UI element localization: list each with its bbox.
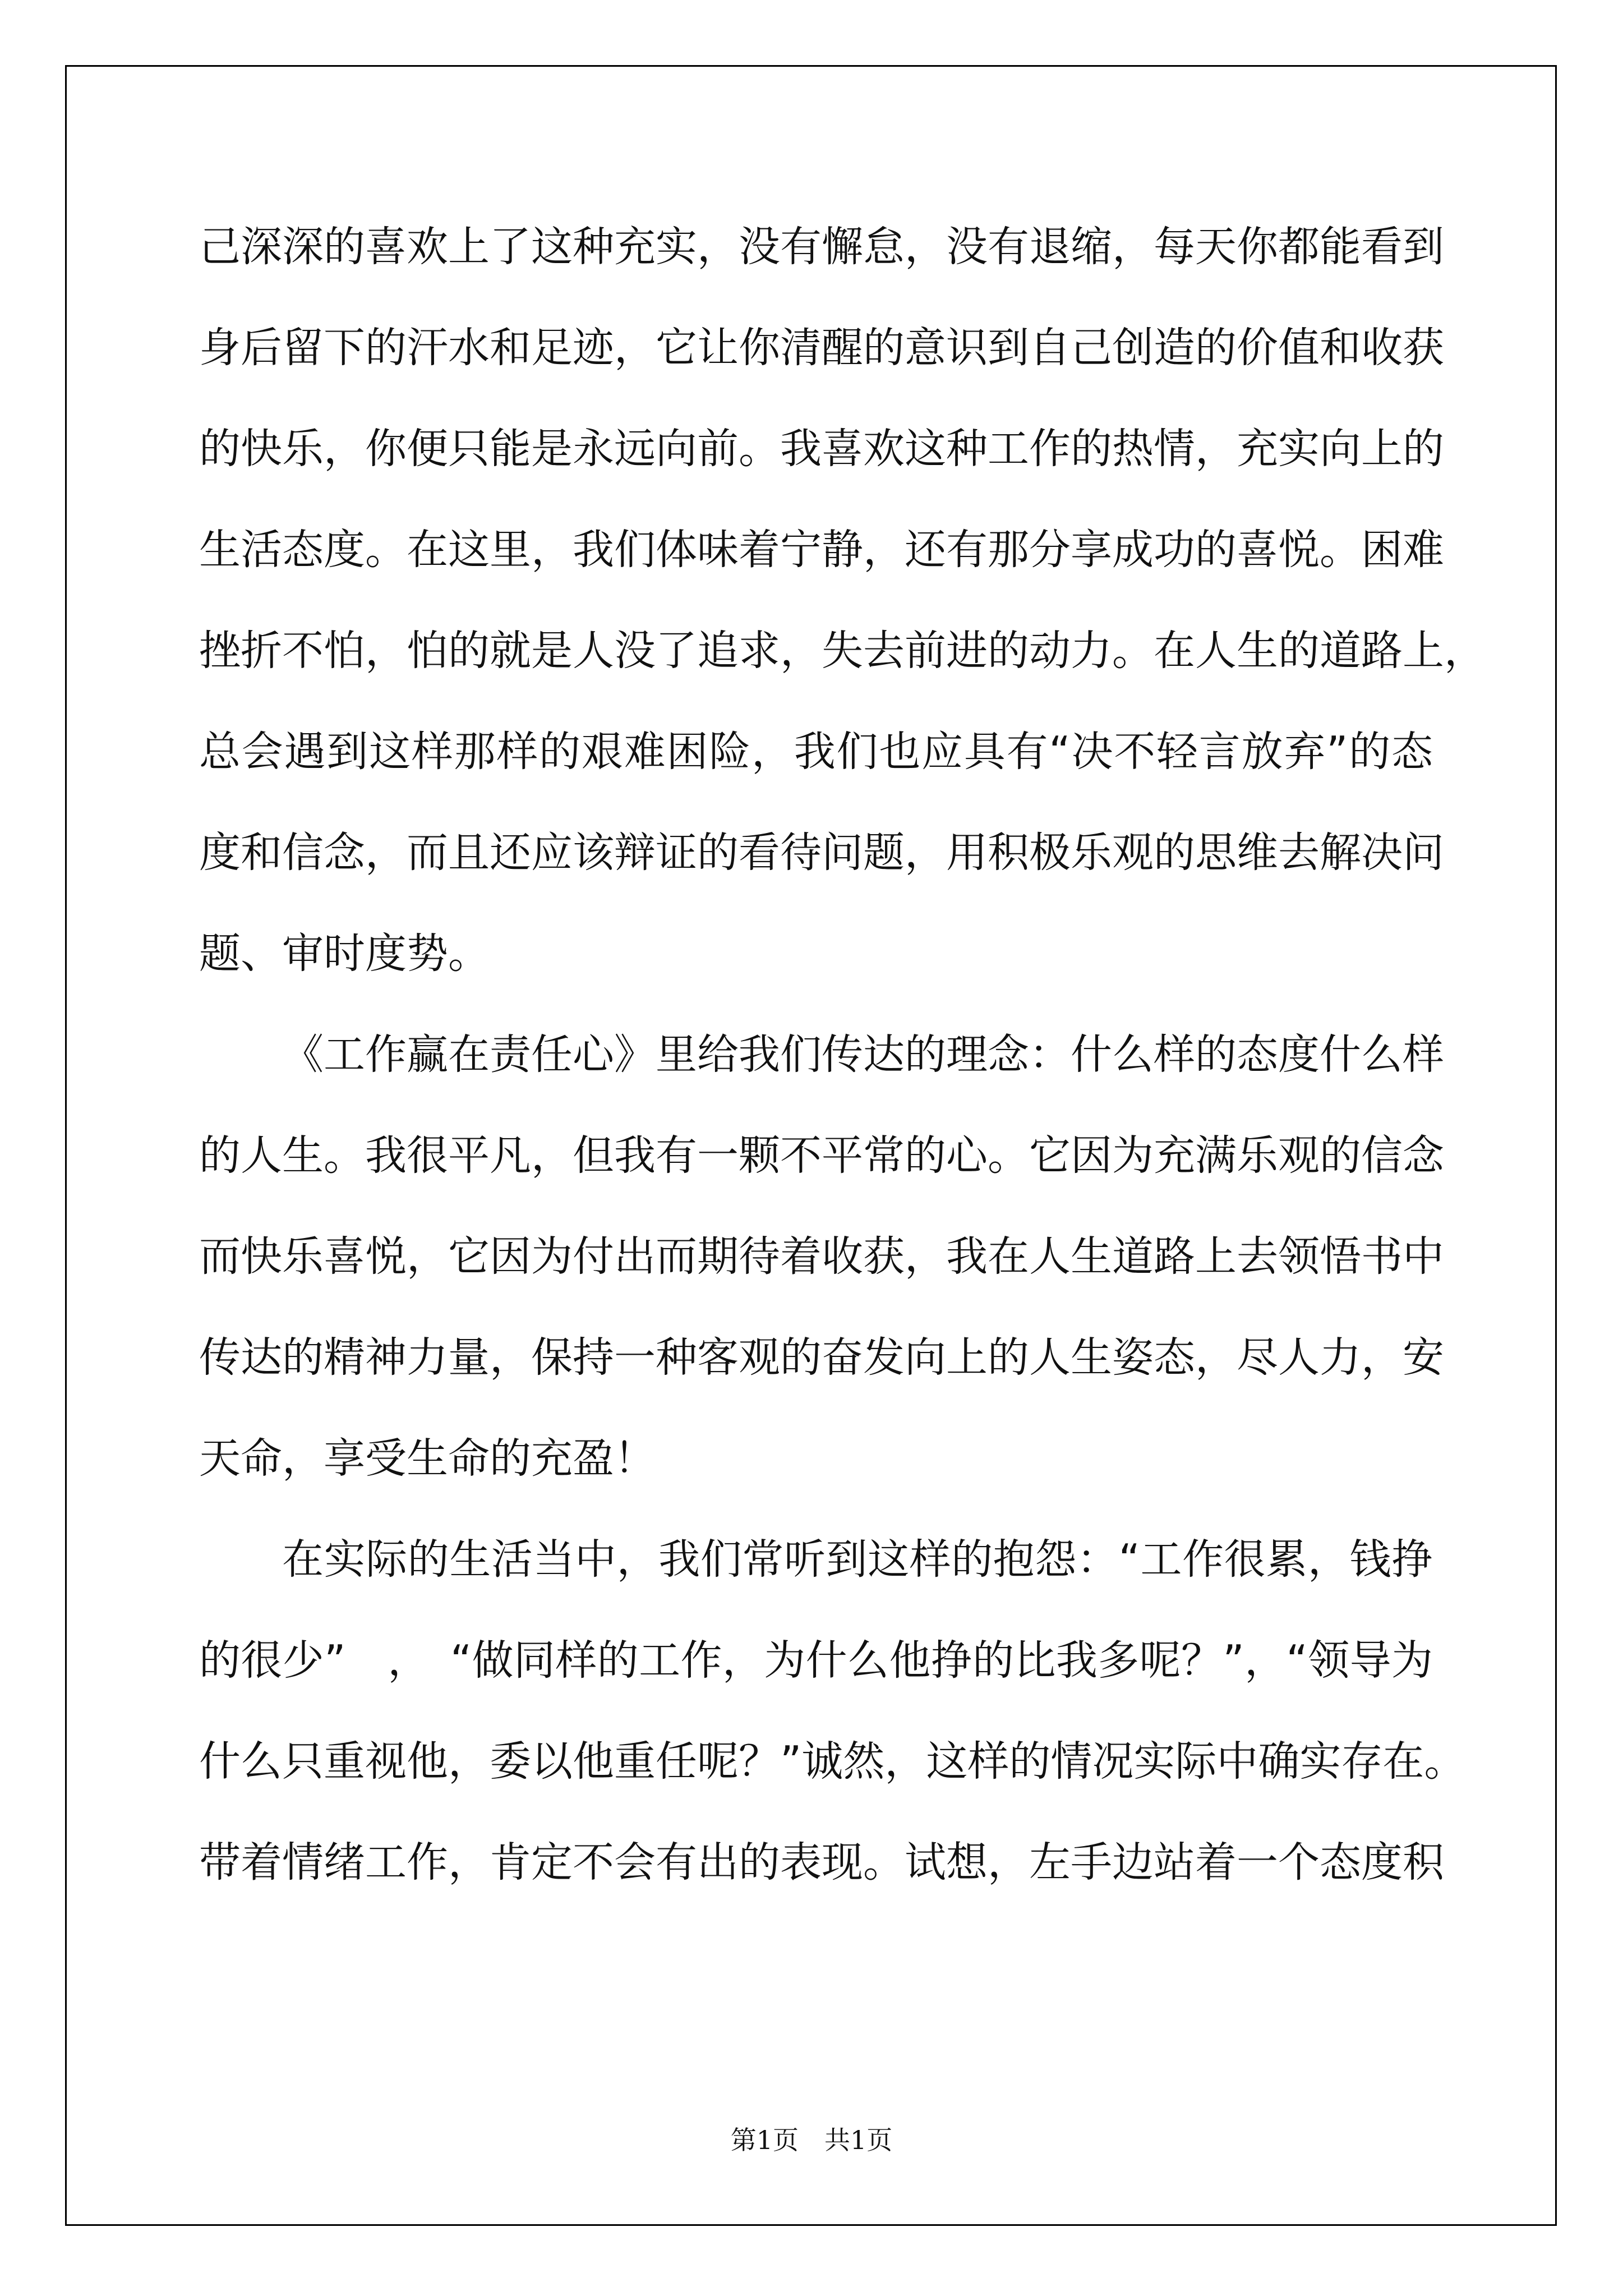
text-line: 而快乐喜悦，它因为付出而期待着收获，我在人生道路上去领悟书中 (199, 1232, 1444, 1281)
text-line: 题、审时度势。 (199, 930, 490, 978)
text-line: 天命，享受生命的充盈！ (199, 1434, 656, 1483)
text-line: 的人生。我很平凡，但我有一颗不平常的心。它因为充满乐观的信念 (199, 1131, 1444, 1180)
text-line: 什么只重视他，委以他重任呢？”诚然，这样的情况实际中确实存在。 (199, 1737, 1466, 1786)
text-line: 总会遇到这样那样的艰难困险，我们也应具有“决不轻言放弃”的态 (199, 728, 1433, 776)
text-line: 度和信念，而且还应该辩证的看待问题，用积极乐观的思维去解决问 (199, 829, 1444, 877)
page-number: 第1页 共1页 (730, 2125, 893, 2155)
text-line: 的快乐，你便只能是永远向前。我喜欢这种工作的热情，充实向上的 (199, 425, 1444, 473)
text-line: 生活态度。在这里，我们体味着宁静，还有那分享成功的喜悦。困难 (199, 526, 1444, 574)
paragraph-first-line: 在实际的生活当中，我们常听到这样的抱怨：“工作很累，钱挣 (282, 1535, 1433, 1584)
text-line: 己深深的喜欢上了这种充实，没有懈怠，没有退缩，每天你都能看到 (199, 223, 1444, 271)
paragraph-first-line: 《工作赢在责任心》里给我们传达的理念：什么样的态度什么样 (282, 1030, 1444, 1079)
text-line: 挫折不怕，怕的就是人没了追求，失去前进的动力。在人生的道路上， (199, 627, 1486, 675)
text-line: 的很少” ， “做同样的工作，为什么他挣的比我多呢？”，“领导为 (199, 1636, 1433, 1685)
text-line: 传达的精神力量，保持一种客观的奋发向上的人生姿态，尽人力，安 (199, 1333, 1444, 1382)
text-line: 带着情绪工作，肯定不会有出的表现。试想，左手边站着一个态度积 (199, 1838, 1444, 1887)
text-line: 身后留下的汗水和足迹，它让你清醒的意识到自己创造的价值和收获 (199, 324, 1444, 372)
